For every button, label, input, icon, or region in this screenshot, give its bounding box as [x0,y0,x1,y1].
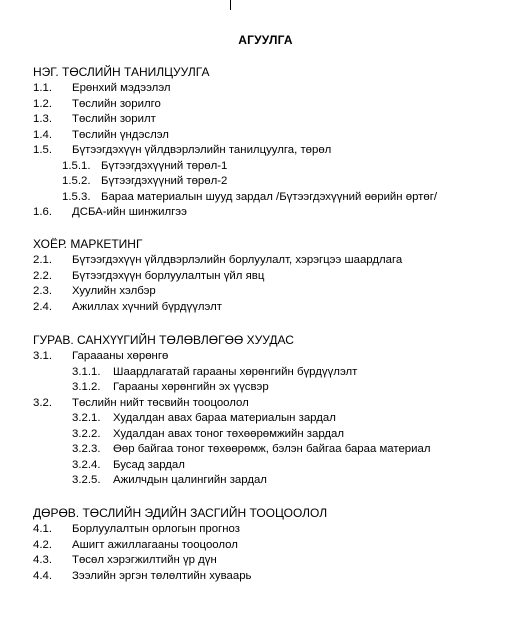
toc-item-number: 3.1.1. [72,365,101,378]
toc-item-text: Төслийн зорилт [72,113,156,125]
toc-item-text: Өөр байгаа тоног төхөөрөмж, бэлэн байгаа бараа материал [113,443,431,455]
toc-item-number: 2.3. [33,285,52,297]
toc-item-number: 4.1. [33,523,52,535]
toc-item-text: Төслийн нийт төсвийн тооцоолол [72,396,249,409]
toc-item-text: Төслийн үндэслэл [72,128,169,141]
toc-item-text: Ажилчдын цалингийн зардал [113,474,267,486]
toc-item-number: 1.6. [33,206,52,218]
toc-item-number: 1.5. [33,144,52,156]
toc-item-number: 1.4. [33,128,52,141]
toc-item-text: Худалдан авах бараа материалын зардал [113,412,336,424]
toc-item-number: 3.2. [33,396,52,409]
toc-item-number: 1.2. [33,97,52,110]
toc-item-number: 3.1. [33,350,52,362]
toc-item-text: Ерөнхий мэдээлэл [72,82,171,94]
toc-item-number: 1.5.2. [62,175,91,187]
toc-item-text: ДСБА-ийн шинжилгээ [72,206,187,218]
toc-item-number: 3.2.5. [72,474,101,486]
toc-title: АГУУЛГА [238,33,293,47]
toc-item-number: 3.2.3. [72,443,101,455]
toc-item-text: Зээлийн эргэн төлөлтийн хуваарь [72,569,252,582]
toc-item-number: 2.4. [33,300,52,313]
toc-item-number: 4.4. [33,569,52,582]
toc-item-number: 1.1. [33,82,52,94]
toc-item-number: 3.2.2. [72,427,101,440]
toc-item-text: Хуулийн хэлбэр [72,285,156,297]
section-heading: НЭГ. ТӨСЛИЙН ТАНИЛЦУУЛГА [33,65,210,79]
section-heading: ГУРАВ. САНХҮҮГИЙН ТӨЛӨВЛӨГӨӨ ХУУДАС [33,333,294,347]
toc-item-text: Төслийн зорилго [72,97,161,110]
toc-item-text: Гарааны хөрөнгийн эх үүсвэр [113,381,269,393]
toc-item-number: 3.2.4. [72,458,101,471]
toc-item-text: Бүтээгдэхүүн үйлдвэрлэлийн танилцуулга, төрөл [72,144,332,156]
toc-item-text: Бүтээгдэхүүн үйлдвэрлэлийн борлуулалт, хэрэгцээ шаардлага [72,254,403,266]
toc-item-number: 3.1.2. [72,381,101,393]
toc-item-number: 3.2.1. [72,412,101,424]
toc-item-number: 1.3. [33,113,52,125]
toc-item-number: 4.2. [33,538,52,551]
toc-item-text: Бүтээгдэхүүн борлуулалтын үйл явц [72,269,265,282]
toc-item-number: 2.2. [33,269,52,282]
toc-item-text: Худалдан авах тоног төхөөрөмжийн зардал [113,427,345,440]
toc-item-number: 1.5.1. [62,159,91,172]
toc-item-text: Ашигт ажиллагааны тооцоолол [72,538,238,551]
text-cursor [230,0,231,10]
toc-item-number: 4.3. [33,554,52,566]
toc-item-text: Төсөл хэрэгжилтийн үр дүн [72,554,217,566]
section-heading: ХОЁР. МАРКЕТИНГ [33,237,143,251]
toc-item-text: Бараа материалын шууд зардал /Бүтээгдэхүүний өөрийн өртөг/ [101,190,438,203]
toc-item-text: Борлуулалтын орлогын прогноз [72,523,240,535]
toc-item-text: Бүтээгдэхүүний төрөл-2 [101,175,228,187]
toc-item-text: Шаардлагатай гарааны хөрөнгийн бүрдүүлэлт [113,365,358,378]
toc-item-number: 2.1. [33,254,52,266]
section-heading: ДӨРӨВ. ТӨСЛИЙН ЭДИЙН ЗАСГИЙН ТООЦООЛОЛ [33,506,328,520]
toc-item-number: 1.5.3. [62,190,91,203]
toc-item-text: Ажиллах хүчний бүрдүүлэлт [72,300,222,313]
toc-item-text: Бусад зардал [113,458,185,471]
toc-item-text: Гараааны хөрөнгө [72,350,169,362]
toc-item-text: Бүтээгдэхүүний төрөл-1 [101,159,228,172]
